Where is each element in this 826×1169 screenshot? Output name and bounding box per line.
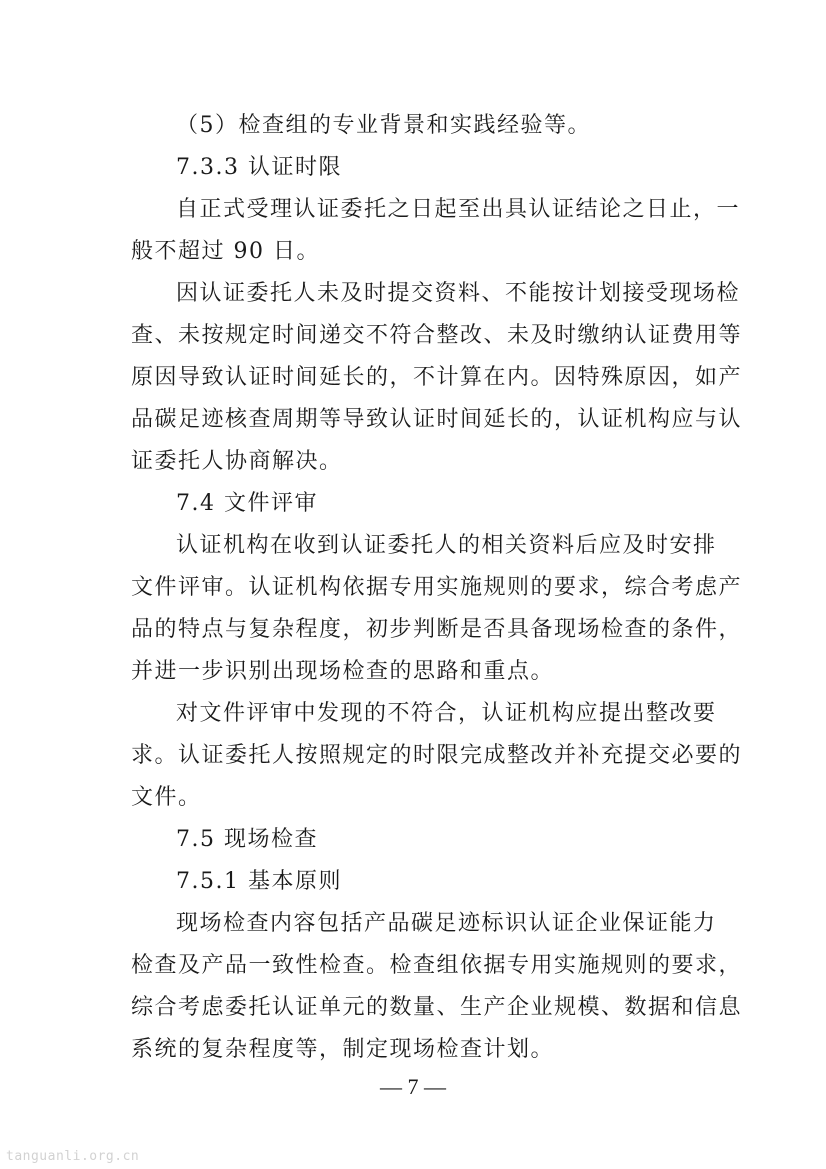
section-heading: 7.3.3 认证时限	[176, 155, 342, 180]
paragraph-line: 般不超过 90 日。	[131, 239, 320, 264]
paragraph-line: 原因导致认证时间延长的，不计算在内。因特殊原因，如产	[131, 365, 743, 390]
paragraph-line: 对文件评审中发现的不符合，认证机构应提出整改要	[176, 701, 717, 726]
paragraph-line: 现场检查内容包括产品碳足迹标识认证企业保证能力	[176, 911, 717, 936]
paragraph-line: 系统的复杂程度等，制定现场检查计划。	[131, 1037, 555, 1062]
watermark-text: tanguanli.org.cn	[6, 1149, 140, 1164]
page-number: — 7 —	[380, 1074, 446, 1099]
section-heading: 7.5.1 基本原则	[176, 869, 342, 894]
paragraph-line: 品的特点与复杂程度，初步判断是否具备现场检查的条件，	[131, 617, 743, 642]
paragraph-line: 自正式受理认证委托之日起至出具认证结论之日止，一	[176, 197, 741, 222]
paragraph-line: 求。认证委托人按照规定的时限完成整改并补充提交必要的	[131, 743, 743, 768]
paragraph-line: 因认证委托人未及时提交资料、不能按计划接受现场检	[176, 281, 741, 306]
paragraph-line: 并进一步识别出现场检查的思路和重点。	[131, 659, 555, 684]
section-heading: 7.5 现场检查	[176, 827, 318, 852]
paragraph-line: 综合考虑委托认证单元的数量、生产企业规模、数据和信息	[131, 995, 743, 1020]
paragraph-line: 认证机构在收到认证委托人的相关资料后应及时安排	[176, 533, 717, 558]
paragraph-line: 查、未按规定时间递交不符合整改、未及时缴纳认证费用等	[131, 323, 743, 348]
paragraph-line: 证委托人协商解决。	[131, 449, 343, 474]
paragraph-line: 文件评审。认证机构依据专用实施规则的要求，综合考虑产	[131, 575, 743, 600]
paragraph-line: 文件。	[131, 785, 202, 810]
text-line: （5）检查组的专业背景和实践经验等。	[176, 113, 591, 138]
section-heading: 7.4 文件评审	[176, 491, 318, 516]
paragraph-line: 品碳足迹核查周期等导致认证时间延长的，认证机构应与认	[131, 407, 743, 432]
paragraph-line: 检查及产品一致性检查。检查组依据专用实施规则的要求，	[131, 953, 743, 978]
